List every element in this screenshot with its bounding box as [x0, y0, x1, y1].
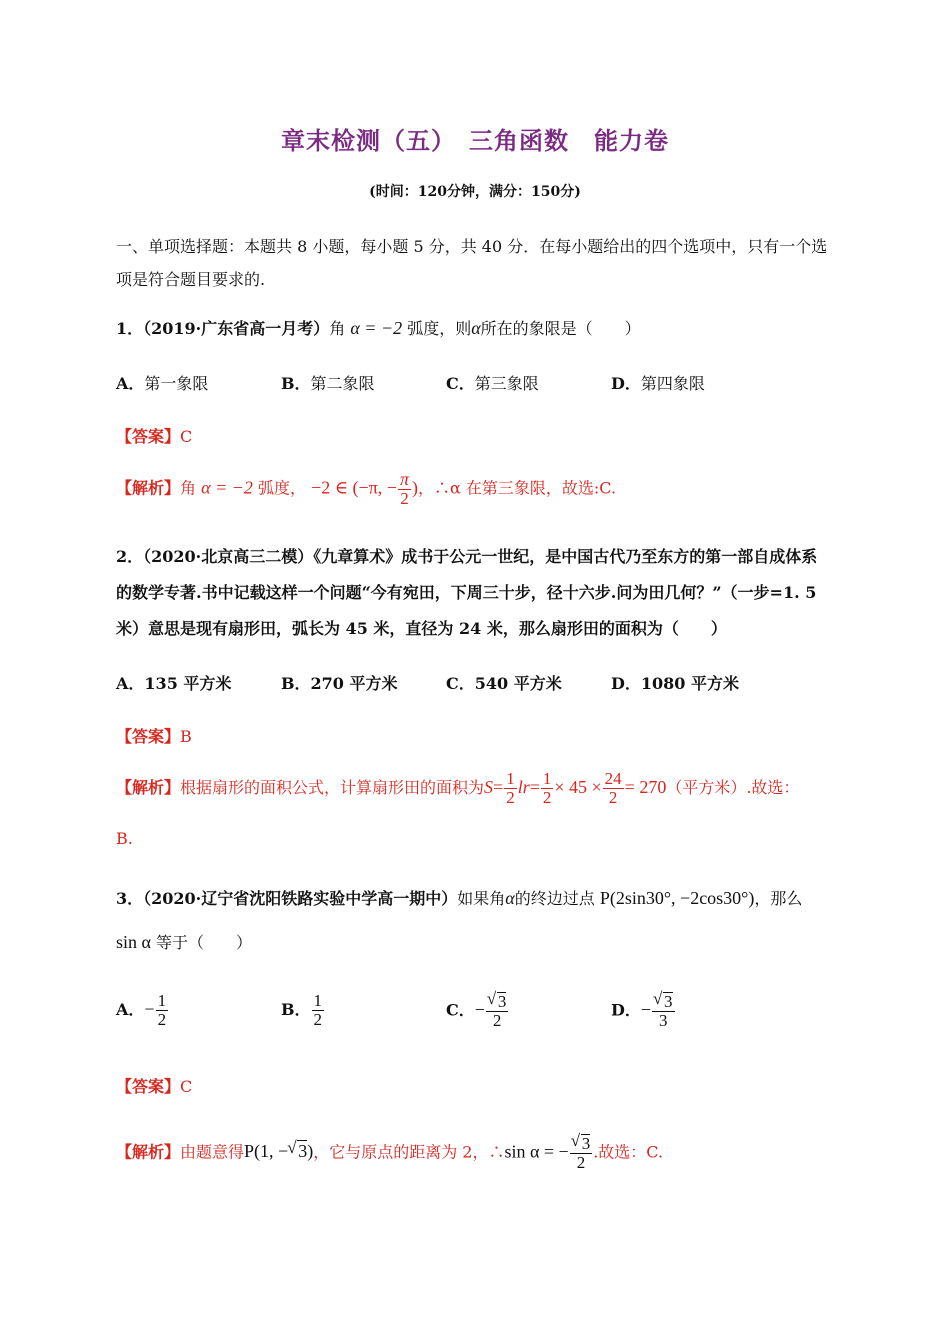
q3-an-point-b: ) — [307, 1141, 314, 1162]
option-text: 第二象限 — [310, 374, 375, 393]
q3-stem-b: 的终边过点 — [514, 889, 595, 908]
q1-alpha: α — [471, 318, 481, 338]
q3-an-c: .故选：C. — [593, 1142, 664, 1162]
option-letter: A． — [116, 999, 145, 1019]
option-text: 第四象限 — [640, 374, 705, 393]
option-letter: A． — [116, 674, 145, 693]
option-text: 270 平方米 — [310, 674, 398, 693]
frac-den: 2 — [542, 787, 552, 807]
q3-an-b: ，它与原点的距离为 2，∴ — [313, 1142, 505, 1162]
frac-den: 2 — [576, 1152, 586, 1172]
answer-value: C — [180, 1077, 193, 1096]
frac-den: 2 — [492, 1010, 502, 1030]
option-text: 第三象限 — [474, 374, 539, 393]
frac-num: 24 — [604, 769, 622, 788]
option-frac — [156, 992, 169, 1029]
q2-frac1 — [504, 770, 517, 807]
q2-option-a — [116, 671, 231, 694]
q3-an-point-a: P(1, − — [244, 1141, 289, 1162]
q2-an-eq: = — [493, 776, 504, 797]
q2-option-d — [611, 671, 739, 694]
q3-analysis — [116, 1134, 663, 1172]
q3-option-c — [446, 992, 509, 1030]
analysis-label: 【解析】 — [116, 777, 181, 797]
option-letter: C． — [446, 674, 475, 693]
analysis-label: 【解析】 — [116, 478, 181, 498]
q2-analysis-cont: B. — [116, 829, 133, 848]
sqrt-radicand: √ 3 — [497, 992, 507, 1011]
q3-point: P(2sin30°, −2cos30°) — [599, 888, 755, 908]
q2-answer — [116, 724, 192, 747]
q1-source: （2019·广东省高一月考） — [143, 319, 330, 338]
q2-frac3 — [603, 770, 624, 807]
q1-stem-c: 所在的象限是（ ） — [480, 319, 641, 338]
sqrt-radicand: √ 3 — [581, 1134, 591, 1153]
frac-num: 1 — [313, 991, 323, 1010]
q1-an-c: ，∴α 在第三象限，故选:C. — [417, 478, 617, 498]
q2-an-lr: lr — [517, 776, 530, 797]
page-subtitle: (时间：120分钟，满分：150分) — [369, 184, 581, 200]
q1-stem-a: 角 — [329, 319, 346, 338]
q2-stem-line2: 的数学专著.书中记载这样一个问题“今有宛田，下周三十步，径十六步.问为田几何？”（一步=1. 5 — [116, 583, 817, 602]
option-letter: D． — [611, 674, 641, 693]
option-sign: − — [640, 999, 652, 1020]
answer-label: 【答案】 — [116, 427, 181, 446]
option-frac — [312, 992, 325, 1029]
q3-an-point — [244, 1141, 313, 1161]
q3-answer — [116, 1074, 192, 1097]
q1-an-a: 角 — [180, 478, 197, 498]
section-heading-line2: 项是符合题目要求的. — [116, 270, 266, 289]
option-frac — [652, 992, 675, 1030]
q3-number: 3． — [116, 889, 144, 908]
q2-number: 2． — [116, 547, 144, 566]
frac-num: 1 — [542, 769, 552, 788]
q2-option-b — [281, 671, 398, 694]
q3-an-frac — [570, 1134, 593, 1172]
q1-answer — [116, 424, 192, 447]
option-text: 540 平方米 — [474, 674, 562, 693]
q1-an-math1: α = −2 — [201, 477, 253, 498]
q3-an-sin: sin α = − — [504, 1141, 569, 1162]
q1-an-math2: −2 ∈ (−π, − — [311, 477, 397, 498]
option-letter: B． — [281, 674, 311, 693]
q1-an-math3: ) — [411, 477, 418, 498]
q3-stem-d: 等于（ ） — [156, 933, 253, 952]
option-text: 1080 平方米 — [640, 674, 739, 693]
q1-analysis — [116, 470, 616, 508]
option-letter: A． — [116, 374, 145, 393]
q3-an-a: 由题意得 — [180, 1142, 245, 1162]
q2-frac2 — [541, 770, 554, 807]
option-letter: C． — [446, 1000, 475, 1020]
option-sign: − — [474, 999, 485, 1020]
q1-option-d — [611, 371, 705, 394]
q1-math: α = −2 — [350, 318, 403, 338]
option-letter: D． — [611, 1000, 641, 1020]
q3-alpha: α — [505, 888, 515, 908]
frac-den: 3 — [659, 1010, 668, 1030]
page-title: 章末检测（五） 三角函数 能力卷 — [281, 127, 669, 155]
answer-value: C — [180, 427, 193, 446]
q2-an-a: 根据扇形的面积公式，计算扇形田的面积为 — [180, 777, 485, 797]
frac-den: 2 — [608, 787, 618, 807]
answer-label: 【答案】 — [116, 1077, 181, 1096]
q1-option-a — [116, 371, 208, 394]
q1-stem-b: 弧度，则 — [407, 319, 472, 338]
option-text: 第一象限 — [144, 374, 209, 393]
q2-analysis — [116, 770, 799, 807]
option-letter: C． — [446, 374, 475, 393]
q3-option-b — [281, 992, 325, 1029]
q3-source: （2020·辽宁省沈阳铁路实验中学高一期中） — [143, 889, 458, 908]
frac-num: π — [399, 469, 409, 489]
q3-option-d — [611, 992, 676, 1030]
q2-an-times: × 45 × — [554, 776, 602, 797]
q3-stem-c: ，那么 — [754, 889, 803, 908]
option-letter: B． — [281, 999, 311, 1019]
q3-sin: sin α — [116, 932, 151, 952]
q1-an-frac — [398, 470, 411, 508]
q1-stem — [116, 316, 641, 339]
q3-stem-line2 — [116, 930, 252, 953]
q1-option-b — [281, 371, 375, 394]
option-letter: B． — [281, 374, 311, 393]
analysis-label: 【解析】 — [116, 1142, 181, 1162]
frac-den: 2 — [157, 1009, 167, 1029]
q2-source: （2020·北京高三二模） — [143, 547, 314, 566]
frac-num: 1 — [157, 991, 167, 1010]
q2-stem-line1 — [116, 544, 817, 567]
q1-an-b: 弧度， — [257, 478, 306, 498]
option-text: 135 平方米 — [144, 674, 232, 693]
q3-option-a — [116, 992, 169, 1029]
q1-option-c — [446, 371, 539, 394]
q3-stem-a: 如果角 — [457, 889, 506, 908]
option-letter: D． — [611, 374, 641, 393]
q2-option-c — [446, 671, 562, 694]
frac-den: 2 — [400, 488, 409, 508]
q2-an-s: S — [484, 776, 494, 797]
answer-label: 【答案】 — [116, 727, 181, 746]
q3-an-point-rad: √ 3 — [297, 1140, 307, 1162]
frac-num: 1 — [506, 769, 515, 788]
sqrt-radicand: √ 3 — [663, 992, 673, 1011]
q2-an-b: （平方米）.故选： — [666, 777, 800, 797]
frac-den: 2 — [313, 1009, 323, 1029]
answer-value: B — [180, 727, 192, 746]
section-heading-line1: 一、单项选择题：本题共 8 小题，每小题 5 分，共 40 分．在每小题给出的四个选项中，只有一个选 — [116, 237, 828, 256]
q2-an-eq2: = — [529, 776, 540, 797]
option-sign: − — [144, 998, 155, 1019]
q1-number: 1． — [116, 319, 144, 338]
q3-stem-line1 — [116, 886, 802, 909]
q2-stem-line3: 米）意思是现有扇形田，弧长为 45 米，直径为 24 米，那么扇形田的面积为（ ） — [116, 619, 727, 638]
option-frac — [486, 992, 509, 1030]
q2-line1: 《九章算术》成书于公元一世纪，是中国古代乃至东方的第一部自成体系 — [313, 547, 818, 566]
q2-an-result: = 270 — [624, 776, 667, 797]
frac-den: 2 — [506, 787, 515, 807]
